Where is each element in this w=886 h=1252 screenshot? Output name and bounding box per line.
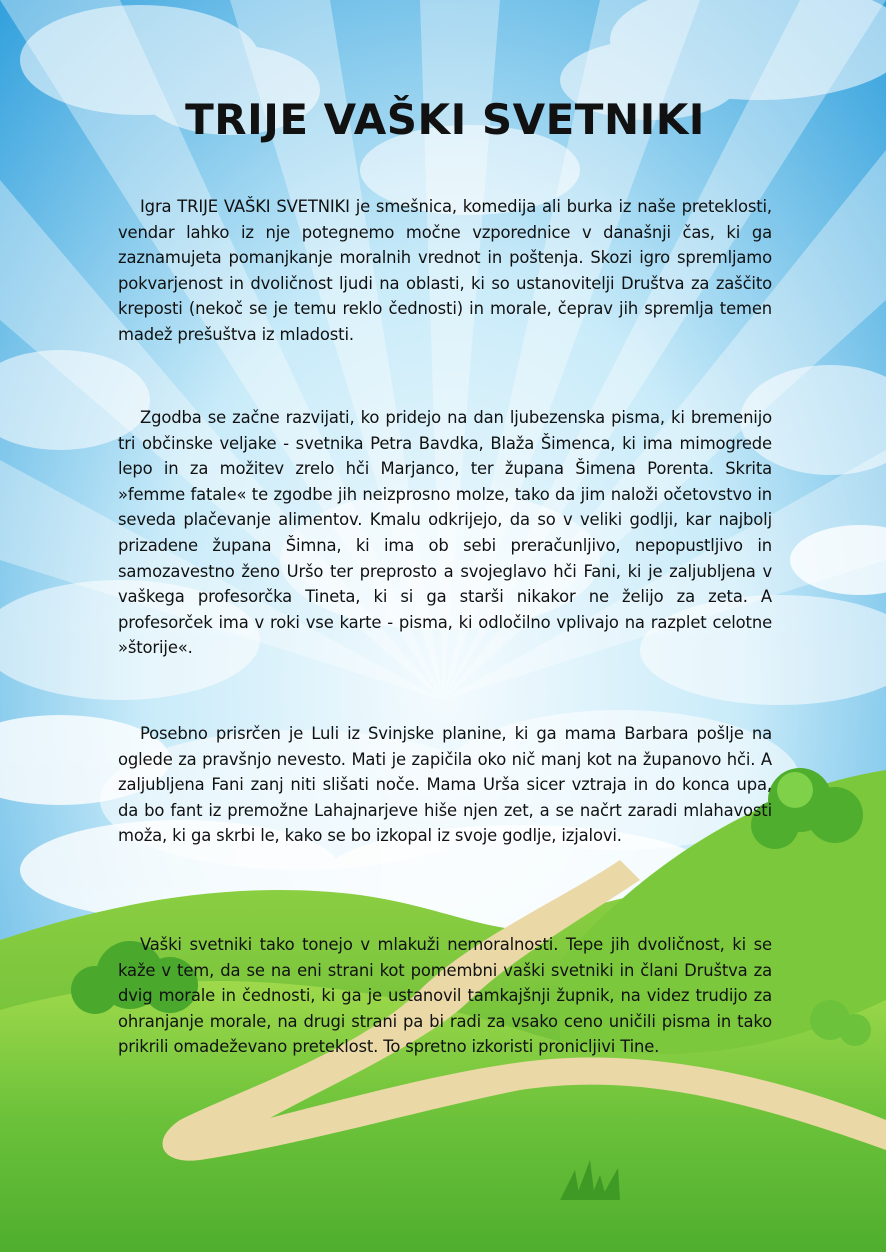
- paragraph-3: Posebno prisrčen je Luli iz Svinjske planine, ki ga mama Barbara pošlje na oglede za pravšnjo nevesto. Mati je zapičila oko nič manj kot na županovo hči. A zaljubljena Fani zanj niti slišati noče. Mama Urša sicer vztraja in do konca upa, da bo fant iz premožne Lahajnarjeve hiše njen zet, a se načrt zaradi mlahavosti moža, ki ga skrbi le, kako se bo izkopal iz svoje godlje, izjalovi.: [118, 724, 772, 846]
- page-content: [118, 90, 772, 1057]
- page-title: TRIJE VAŠKI SVETNIKI: [185, 95, 705, 144]
- paragraph-4: Vaški svetniki tako tonejo v mlakuži nemoralnosti. Tepe jih dvoličnost, ki se kaže v tem, da se na eni strani kot pomembni vaški svetniki in člani Društva za dvig morale in čednosti, ki ga je ustanovil tamkajšnji župnik, na videz trudijo za ohranjanje morale, na drugi strani pa bi radi za vsako ceno uničili pisma in tako prikrili omadeževano preteklost. To spretno izkoristi pronicljivi Tine.: [118, 935, 772, 1057]
- paragraph-1: Igra TRIJE VAŠKI SVETNIKI je smešnica, komedija ali burka iz naše preteklosti, vendar lahko iz nje potegnemo močne vzporednice v današnji čas, ki ga zaznamujeta pomanjkanje moralnih vrednot in poštenja. Skozi igro spremljamo pokvarjenost in dvoličnost ljudi na oblasti, ki so ustanovitelji Društva za zaščito kreposti (nekoč se je temu reklo čednosti) in morale, čeprav jih spremlja temen madež prešuštva iz mladosti.: [118, 197, 772, 344]
- paragraph-2: Zgodba se začne razvijati, ko pridejo na dan ljubezenska pisma, ki bremenijo tri občinske veljake - svetnika Petra Bavdka, Blaža Šimenca, ki ima mimogrede lepo in za možitev zrelo hči Marjanco, ter župana Šimena Porenta. Skrita »femme fatale« te zgodbe jih neizprosno molze, tako da jim naloži očetovstvo in seveda plačevanje alimentov. Kmalu odkrijejo, da so v veliki godlji, kar najbolj prizadene župana Šimna, ki ima ob sebi preračunljivo, nepopustljivo in samozavestno ženo Uršo ter preprosto a svojeglavo hči Fani, ki je zaljubljena v vaškega profesorčka Tineta, ki si ga starši nikakor ne želijo za zeta. A profesorček ima v roki vse karte - pisma, ki odločilno vplivajo na razplet celotne »štorije«.: [118, 408, 772, 658]
- bush-right-light: [777, 772, 813, 808]
